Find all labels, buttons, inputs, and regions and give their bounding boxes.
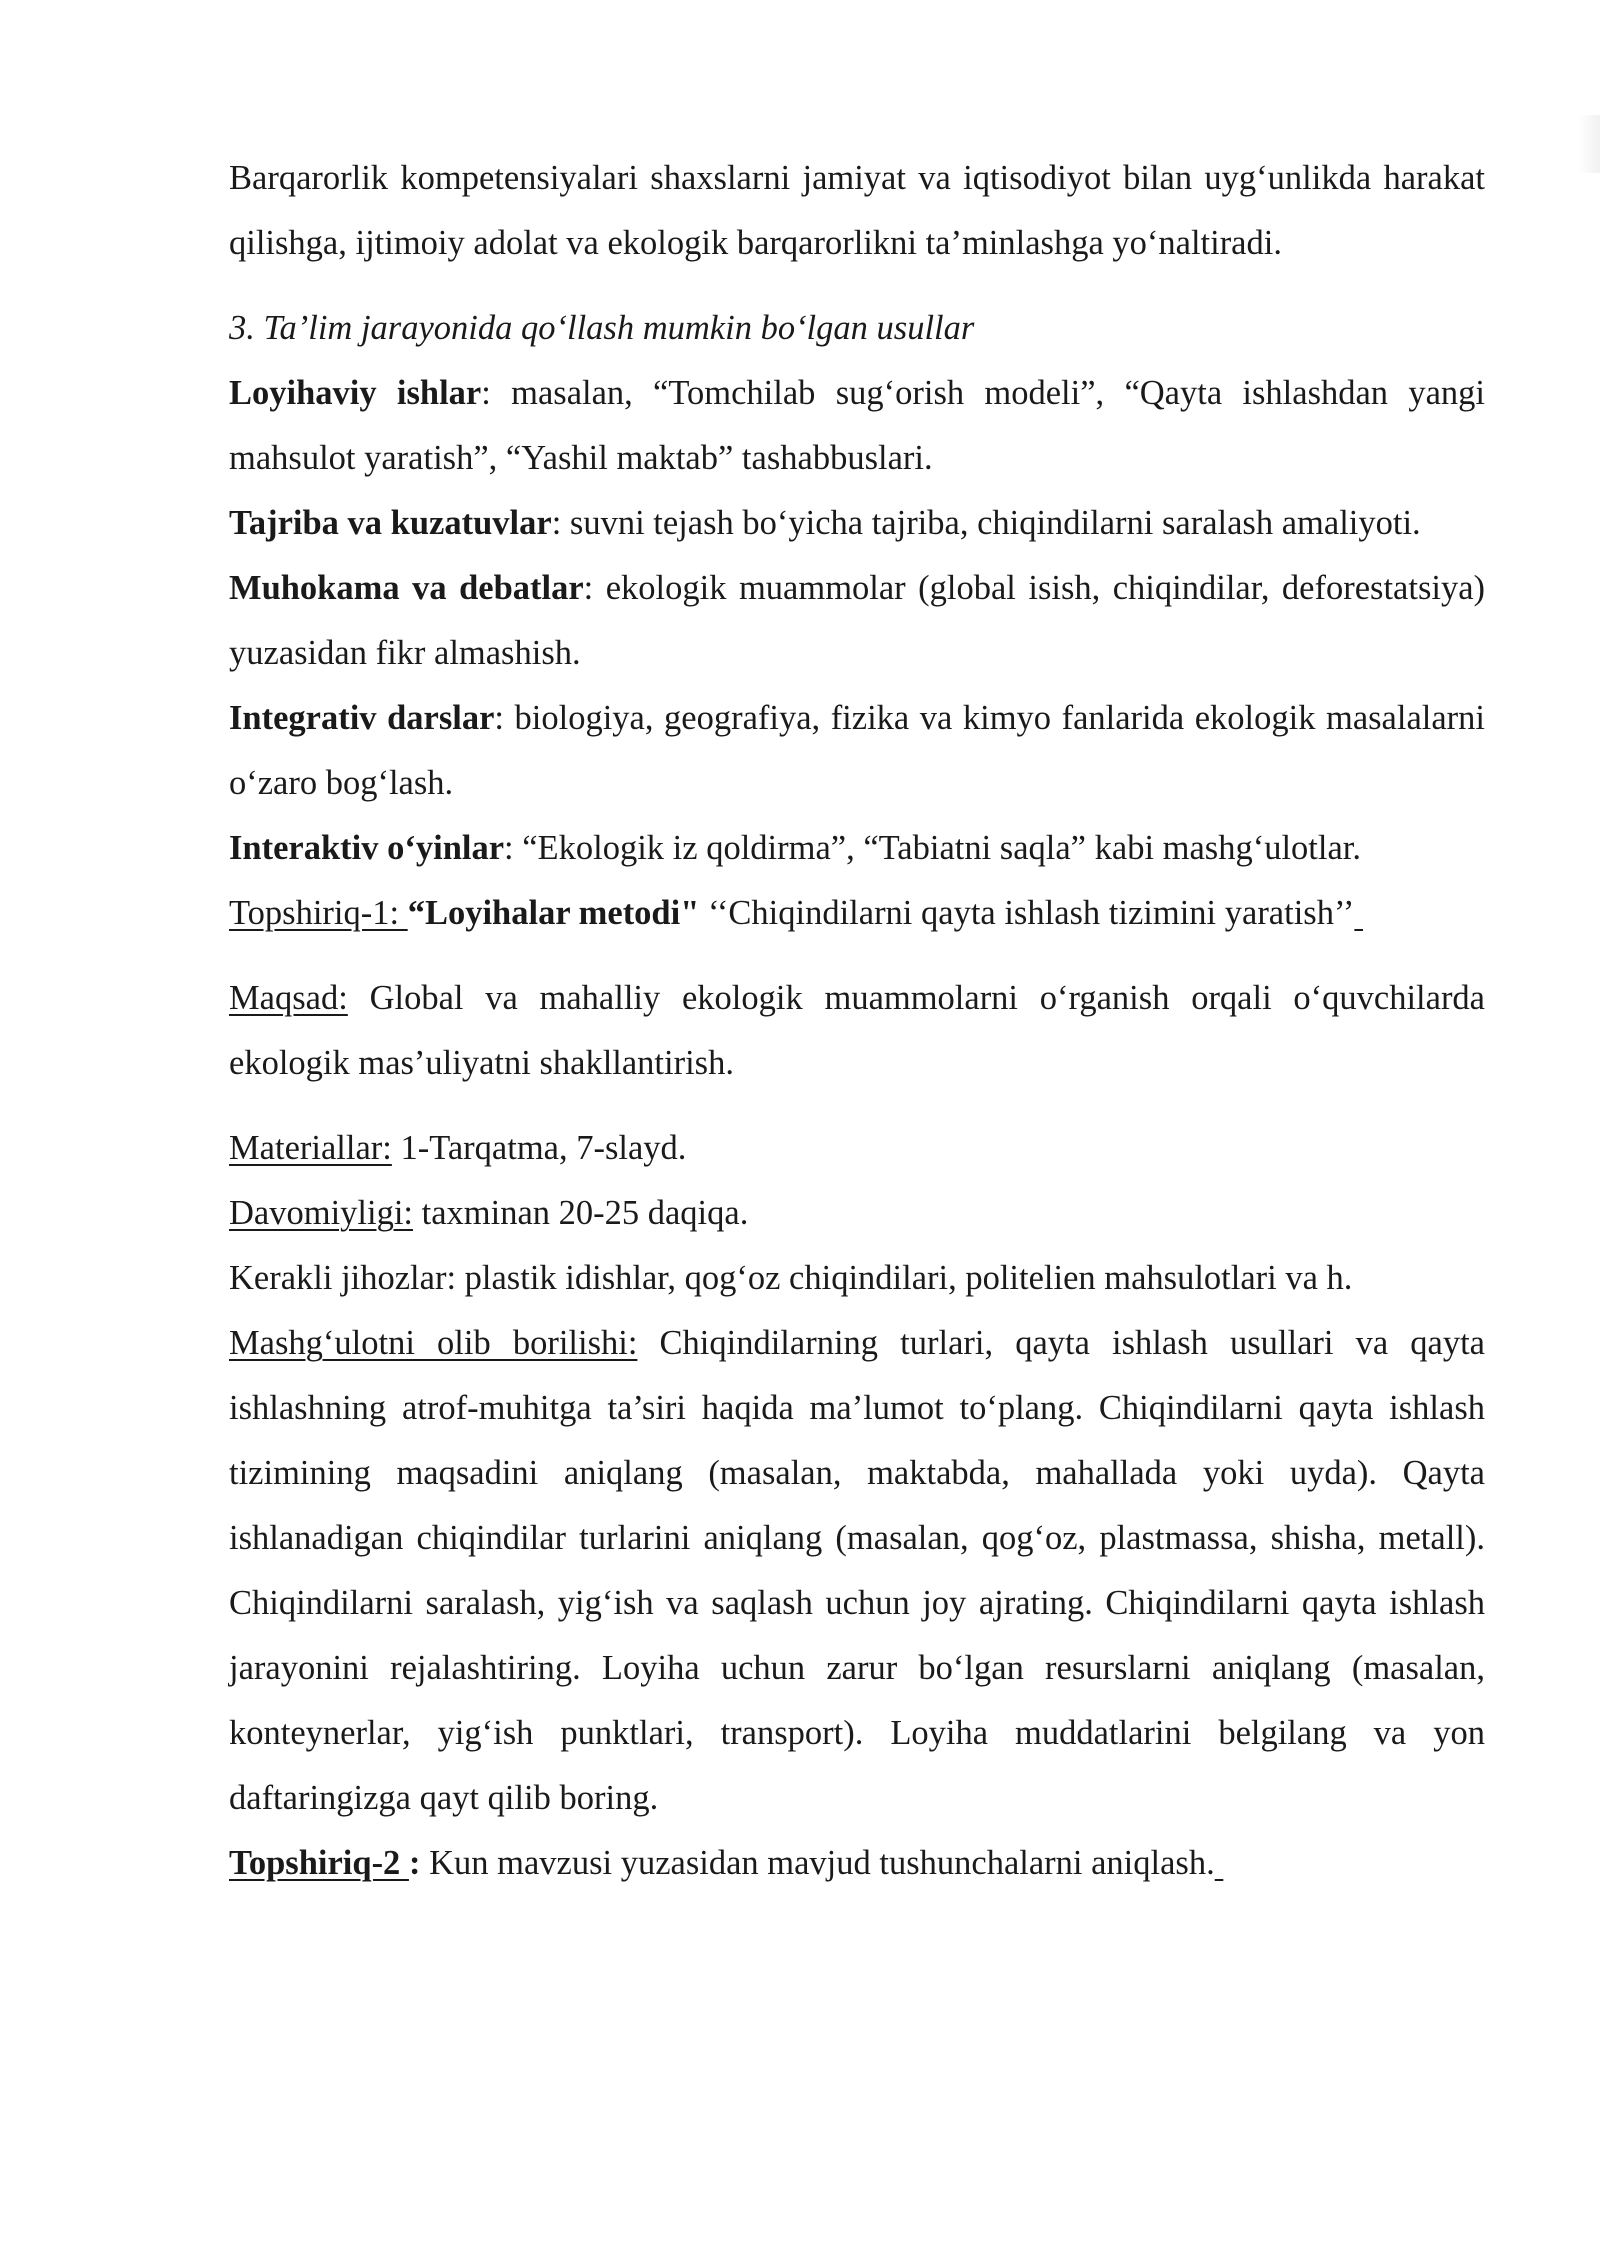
method-text: : “Ekologik iz qoldirma”, “Tabiatni saqla” kabi mashg‘ulotlar. bbox=[504, 829, 1361, 867]
equipment-line: Kerakli jihozlar: plastik idishlar, qog‘oz chiqindilari, politelien mahsulotlari va h. bbox=[229, 1259, 1353, 1297]
task1-title: ‘‘Chiqindilarni qayta ishlash tizimini yaratish’’ bbox=[699, 894, 1355, 932]
method-term: Tajriba va kuzatuvlar bbox=[229, 504, 552, 542]
goal-text: Global va mahalliy ekologik muammolarni o‘rganish orqali o‘quvchilarda ekologik mas’uliyatni shakllantirish. bbox=[229, 979, 1485, 1082]
task2-colon: : bbox=[408, 1844, 421, 1882]
duration-line bbox=[229, 1181, 1485, 1246]
method-muhokama bbox=[229, 556, 1485, 686]
procedure-text: Chiqindilarning turlari, qayta ishlash usullari va qayta ishlashning atrof-muhitga ta’siri haqida ma’lumot to‘plang. Chiqindilarni qayta ishlash tizimining maqsadini aniqlang (masalan, maktabda, mahallada yoki uyda). Qayta ishlanadigan chiqindilar turlarini aniqlang (masalan, qog‘oz, plastmassa, shisha, metall). Chiqindilarni saralash, yig‘ish va saqlash uchun joy ajrating. Chiqindilarni qayta ishlash jarayonini rejalashtiring. Loyiha uchun zarur bo‘lgan resurslarni aniqlang (masalan, konteynerlar, yig‘ish punktlari, transport). Loyiha muddatlarini belgilang va yon daftaringizga qayt qilib boring. bbox=[229, 1324, 1485, 1817]
duration-label: Davomiyligi: bbox=[229, 1194, 413, 1232]
task1-method: “Loyihalar metodi" bbox=[407, 894, 700, 932]
task2-text: Kun mavzusi yuzasidan mavjud tushunchalarni aniqlash. bbox=[420, 1844, 1215, 1882]
procedure-label: Mashg‘ulotni olib borilishi: bbox=[229, 1324, 638, 1362]
method-interaktiv bbox=[229, 816, 1485, 881]
materials-line bbox=[229, 1116, 1485, 1181]
goal-paragraph bbox=[229, 966, 1485, 1096]
intro-paragraph: Barqarorlik kompetensiyalari shaxslarni jamiyat va iqtisodiyot bilan uyg‘unlikda harakat qilishga, ijtimoiy adolat va ekologik barqarorlikni ta’minlashga yo‘naltiradi. bbox=[229, 159, 1485, 262]
document-body bbox=[229, 146, 1485, 1896]
method-term: Muhokama va debatlar bbox=[229, 569, 584, 607]
method-term: Integrativ darslar bbox=[229, 699, 495, 737]
method-term: Interaktiv o‘yinlar bbox=[229, 829, 505, 867]
task1-label: Topshiriq-1: bbox=[229, 894, 408, 932]
method-text: : suvni tejash bo‘yicha tajriba, chiqindilarni saralash amaliyoti. bbox=[551, 504, 1421, 542]
task2-label: Topshiriq-2 bbox=[229, 1844, 409, 1882]
procedure-paragraph bbox=[229, 1311, 1485, 1831]
method-term: Loyihaviy ishlar bbox=[229, 374, 482, 412]
materials-label: Materiallar: bbox=[229, 1129, 392, 1167]
task1-line bbox=[229, 881, 1485, 946]
page-edge-shadow bbox=[1578, 115, 1600, 173]
method-integrativ bbox=[229, 686, 1485, 816]
method-tajriba bbox=[229, 491, 1485, 556]
duration-text: taxminan 20-25 daqiqa. bbox=[413, 1194, 749, 1232]
goal-label: Maqsad: bbox=[229, 979, 348, 1017]
task2-line bbox=[229, 1831, 1485, 1896]
materials-text: 1-Tarqatma, 7-slayd. bbox=[391, 1129, 687, 1167]
method-text: : masalan, “Tomchilab sug‘orish modeli”, “Qayta ishlashdan yangi mahsulot yaratish”, “Yashil maktab” tashabbuslari. bbox=[229, 374, 1485, 477]
task2-trailing-underline bbox=[1215, 1844, 1224, 1882]
method-text: : biologiya, geografiya, fizika va kimyo fanlarida ekologik masalalarni o‘zaro bog‘lash. bbox=[229, 699, 1485, 802]
method-loyihaviy bbox=[229, 361, 1485, 491]
section-heading: 3. Ta’lim jarayonida qo‘llash mumkin bo‘lgan usullar bbox=[229, 309, 975, 347]
method-text: : ekologik muammolar (global isish, chiqindilar, deforestatsiya) yuzasidan fikr almashish. bbox=[229, 569, 1486, 672]
task1-trailing-underline bbox=[1354, 894, 1363, 932]
